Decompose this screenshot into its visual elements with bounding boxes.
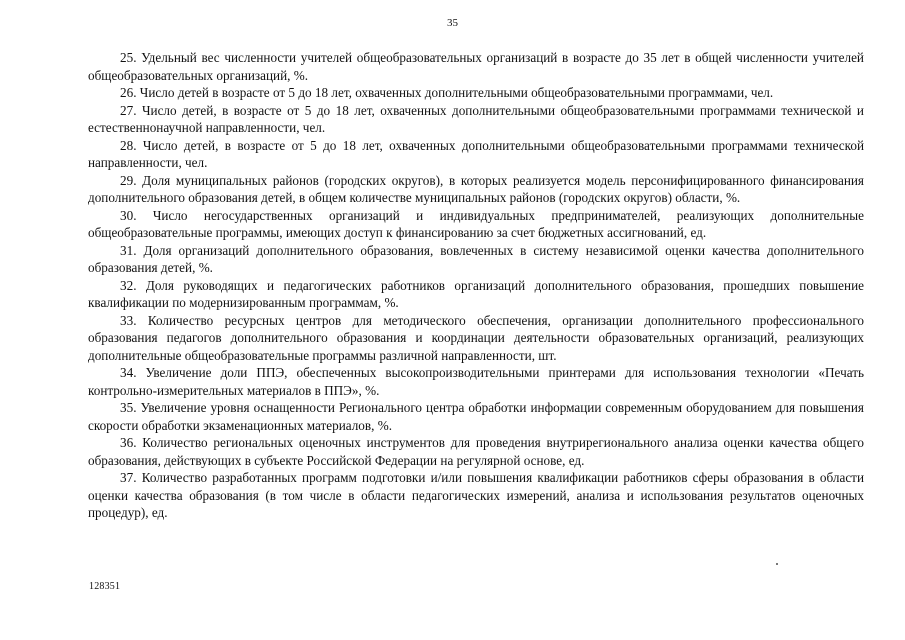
paragraph-36: 36. Количество региональных оценочных инструментов для проведения внутрирегионального анализа оценки качества общего образования, действующих в субъекте Российской Федерации на регулярной основе, ед.: [88, 435, 864, 468]
document-code: 128351: [89, 581, 121, 592]
scan-speck: [776, 563, 778, 565]
paragraph-31: 31. Доля организаций дополнительного образования, вовлеченных в систему независимой оценки качества дополнительного образования детей, %.: [88, 242, 864, 275]
paragraph-35: 35. Увеличение уровня оснащенности Регионального центра обработки информации современным оборудованием для повышения скорости обработки экзаменационных материалов, %.: [88, 400, 864, 433]
paragraph-27: 27. Число детей, в возрасте от 5 до 18 лет, охваченных дополнительными общеобразовательными программами технической и естественнонаучной направленности, чел.: [88, 102, 864, 135]
paragraph-33: 33. Количество ресурсных центров для методического обеспечения, организации дополнительного профессионального образования педагогов дополнительного образования и координации деятельности образовательных организаций, реализующих дополнительные общеобразовательные программы различной направленности, шт.: [88, 312, 864, 363]
paragraph-30: 30. Число негосударственных организаций и индивидуальных предпринимателей, реализующих дополнительные общеобразовательные программы, имеющих доступ к финансированию за счет бюджетных ассигнований, ед.: [88, 207, 864, 240]
paragraph-37: 37. Количество разработанных программ подготовки и/или повышения квалификации работников сферы образования в области оценки качества образования (в том числе в области педагогических измерений, анализа и использования результатов оценочных процедур), ед.: [88, 470, 864, 520]
paragraph-34: 34. Увеличение доли ППЭ, обеспеченных высокопроизводительными принтерами для использования технологии «Печать контрольно-измерительных материалов в ППЭ», %.: [88, 365, 864, 398]
paragraph-26: 26. Число детей в возрасте от 5 до 18 лет, охваченных дополнительными общеобразовательными программами, чел.: [120, 85, 774, 100]
document-body: [88, 49, 864, 522]
paragraph-29: 29. Доля муниципальных районов (городских округов), в которых реализуется модель персонифицированного финансирования дополнительного образования детей, в общем количестве муниципальных районов (городских округов) области, %.: [88, 172, 864, 205]
paragraph-32: 32. Доля руководящих и педагогических работников организаций дополнительного образования, прошедших повышение квалификации по модернизированным программам, %.: [88, 277, 864, 310]
paragraph-25: 25. Удельный вес численности учителей общеобразовательных организаций в возрасте до 35 лет в общей численности учителей общеобразовательных организаций, %.: [88, 50, 864, 83]
page-number: 35: [447, 17, 458, 29]
paragraph-28: 28. Число детей, в возрасте от 5 до 18 лет, охваченных дополнительными общеобразовательными программами технической направленности, чел.: [88, 137, 864, 170]
